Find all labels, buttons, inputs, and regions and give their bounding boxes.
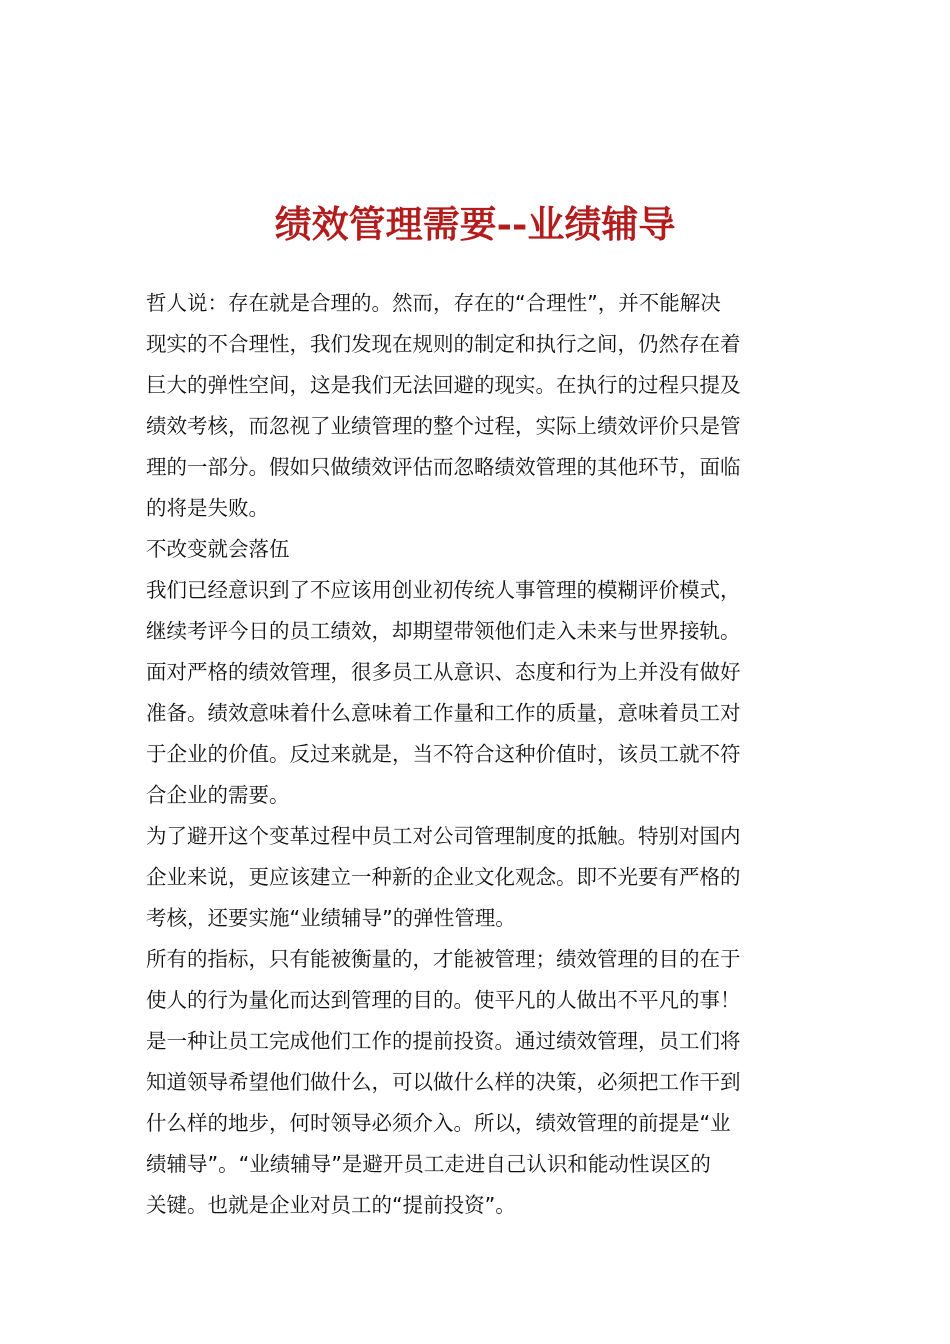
text-line: 是一种让员工完成他们工作的提前投资。通过绩效管理，员工们将 <box>146 1029 741 1053</box>
text-line: 巨大的弹性空间，这是我们无法回避的现实。在执行的过程只提及 <box>146 373 741 397</box>
text-line: 考核，还要实施“业绩辅导”的弹性管理。 <box>146 906 516 930</box>
text-line: 什么样的地步，何时领导必须介入。所以，绩效管理的前提是“业 <box>146 1111 731 1135</box>
text-line: 知道领导希望他们做什么，可以做什么样的决策，必须把工作干到 <box>146 1070 741 1094</box>
text-line: 面对严格的绩效管理，很多员工从意识、态度和行为上并没有做好 <box>146 660 741 684</box>
document-body <box>146 283 806 1226</box>
paragraph-awareness <box>146 570 806 816</box>
text-line: 继续考评今日的员工绩效，却期望带领他们走入未来与世界接轨。 <box>146 619 741 643</box>
text-line: 我们已经意识到了不应该用创业初传统人事管理的模糊评价模式， <box>146 578 741 602</box>
text-line: 使人的行为量化而达到管理的目的。使平凡的人做出不平凡的事！ <box>146 988 741 1012</box>
text-line: 关键。也就是企业对员工的“提前投资”。 <box>146 1193 516 1217</box>
text-line: 理的一部分。假如只做绩效评估而忽略绩效管理的其他环节，面临 <box>146 455 741 479</box>
text-line: 所有的指标，只有能被衡量的，才能被管理；绩效管理的目的在于 <box>146 947 741 971</box>
text-line: 为了避开这个变革过程中员工对公司管理制度的抵触。特别对国内 <box>146 824 741 848</box>
text-line: 的将是失败。 <box>146 496 269 520</box>
document-title: 绩效管理需要--业绩辅导 <box>274 202 676 246</box>
text-line: 于企业的价值。反过来就是，当不符合这种价值时，该员工就不符 <box>146 742 741 766</box>
section-heading-text: 不改变就会落伍 <box>146 537 290 561</box>
section-heading <box>146 529 806 570</box>
paragraph-resistance <box>146 816 806 939</box>
text-line: 合企业的需要。 <box>146 783 290 807</box>
text-line: 现实的不合理性，我们发现在规则的制定和执行之间，仍然存在着 <box>146 332 741 356</box>
text-line: 准备。绩效意味着什么意味着工作量和工作的质量，意味着员工对 <box>146 701 741 725</box>
paragraph-metrics <box>146 939 806 1226</box>
paragraph-intro <box>146 283 806 529</box>
text-line: 绩效考核，而忽视了业绩管理的整个过程，实际上绩效评价只是管 <box>146 414 741 438</box>
text-line: 企业来说，更应该建立一种新的企业文化观念。即不光要有严格的 <box>146 865 741 889</box>
text-line: 绩辅导”。“业绩辅导”是避开员工走进自己认识和能动性误区的 <box>146 1152 711 1176</box>
text-line: 哲人说：存在就是合理的。然而，存在的“合理性”，并不能解决 <box>146 291 721 315</box>
